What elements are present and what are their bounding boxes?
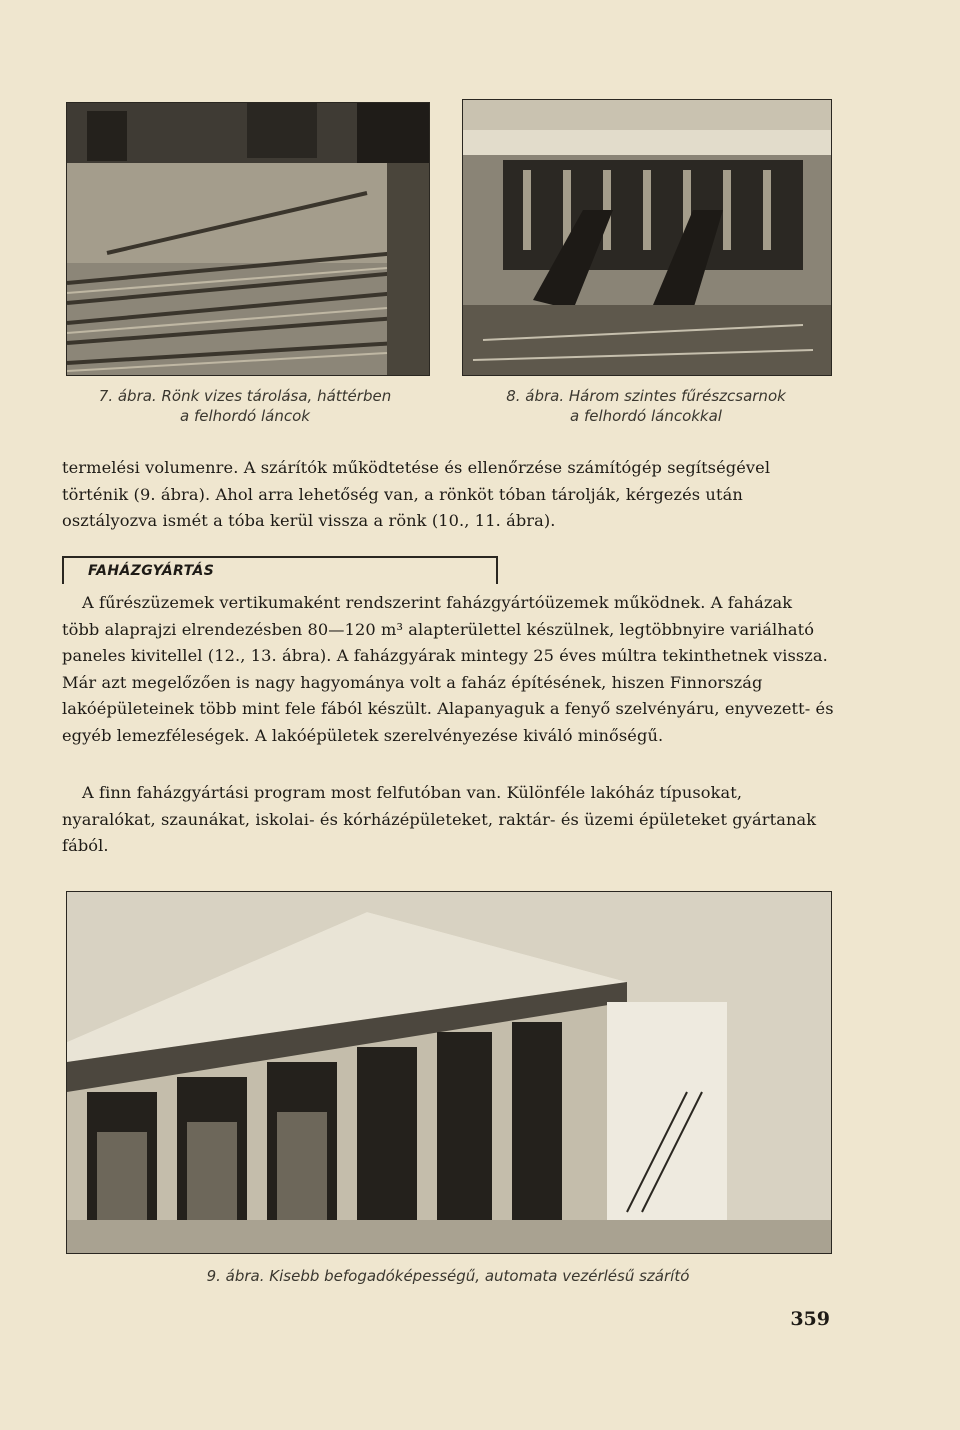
figure-7-caption-line2: a felhordó láncok (180, 407, 310, 425)
figure-8-caption-line2: a felhordó láncokkal (570, 407, 722, 425)
figure-9-photo (66, 891, 832, 1254)
paragraph-house-production (62, 590, 834, 749)
figure-7-caption-line1: Rönk vizes tárolása, háttérben (161, 387, 392, 405)
figure-9-caption: 9. ábra. Kisebb befogadóképességű, automata vezérlésű szárító (206, 1267, 690, 1285)
section-heading: FAHÁZGYÁRTÁS (88, 563, 215, 579)
paragraph-text: A fűrészüzemek vertikumaként rendszerint faházgyártóüzemek működnek. A faházak több alaprajzi elrendezésben 80—120 m³ alapterülettel készülnek, legtöbbnyire variálható paneles kivitellel (12., 13. ábra). A faházgyárak mintegy 25 éves múltra tekinthetnek vissza. Már azt megelőzően is nagy hagyománya volt a faház építésének, hiszen Finnország lakóépületeinek több mint fele fából készült. Alapanyaguk a fenyő szelvényáru, enyvezett- és egyéb lemezféleségek. A lakóépületek szerelvényezése kiváló minőségű. (62, 593, 834, 745)
paragraph-drying (62, 455, 834, 535)
paragraph-program (62, 780, 834, 860)
figure-7-photo (66, 102, 430, 376)
figure-7-caption (60, 386, 430, 426)
figure-8-caption (460, 386, 832, 426)
page-number: 359 (790, 1308, 830, 1330)
figure-8-photo (462, 99, 832, 376)
paragraph-text: termelési volumenre. A szárítók működtetése és ellenőrzése számítógép segítségével történik (9. ábra). Ahol arra lehetőség van, a rönköt tóban tárolják, kérgezés után osztályozva ismét a tóba kerül vissza a rönk (10., 11. ábra). (62, 458, 771, 530)
paragraph-text: A finn faházgyártási program most felfutóban van. Különféle lakóház típusokat, nyaralókat, szaunákat, iskolai- és kórházépületeket, raktár- és üzemi épületeket gyártanak fából. (62, 783, 817, 855)
figure-7-label: 7. ábra. (98, 387, 157, 405)
figure-8-label: 8. ábra. (506, 387, 565, 405)
figure-8-caption-line1: Három szintes fűrészcsarnok (568, 387, 786, 405)
section-heading-box (62, 556, 498, 584)
